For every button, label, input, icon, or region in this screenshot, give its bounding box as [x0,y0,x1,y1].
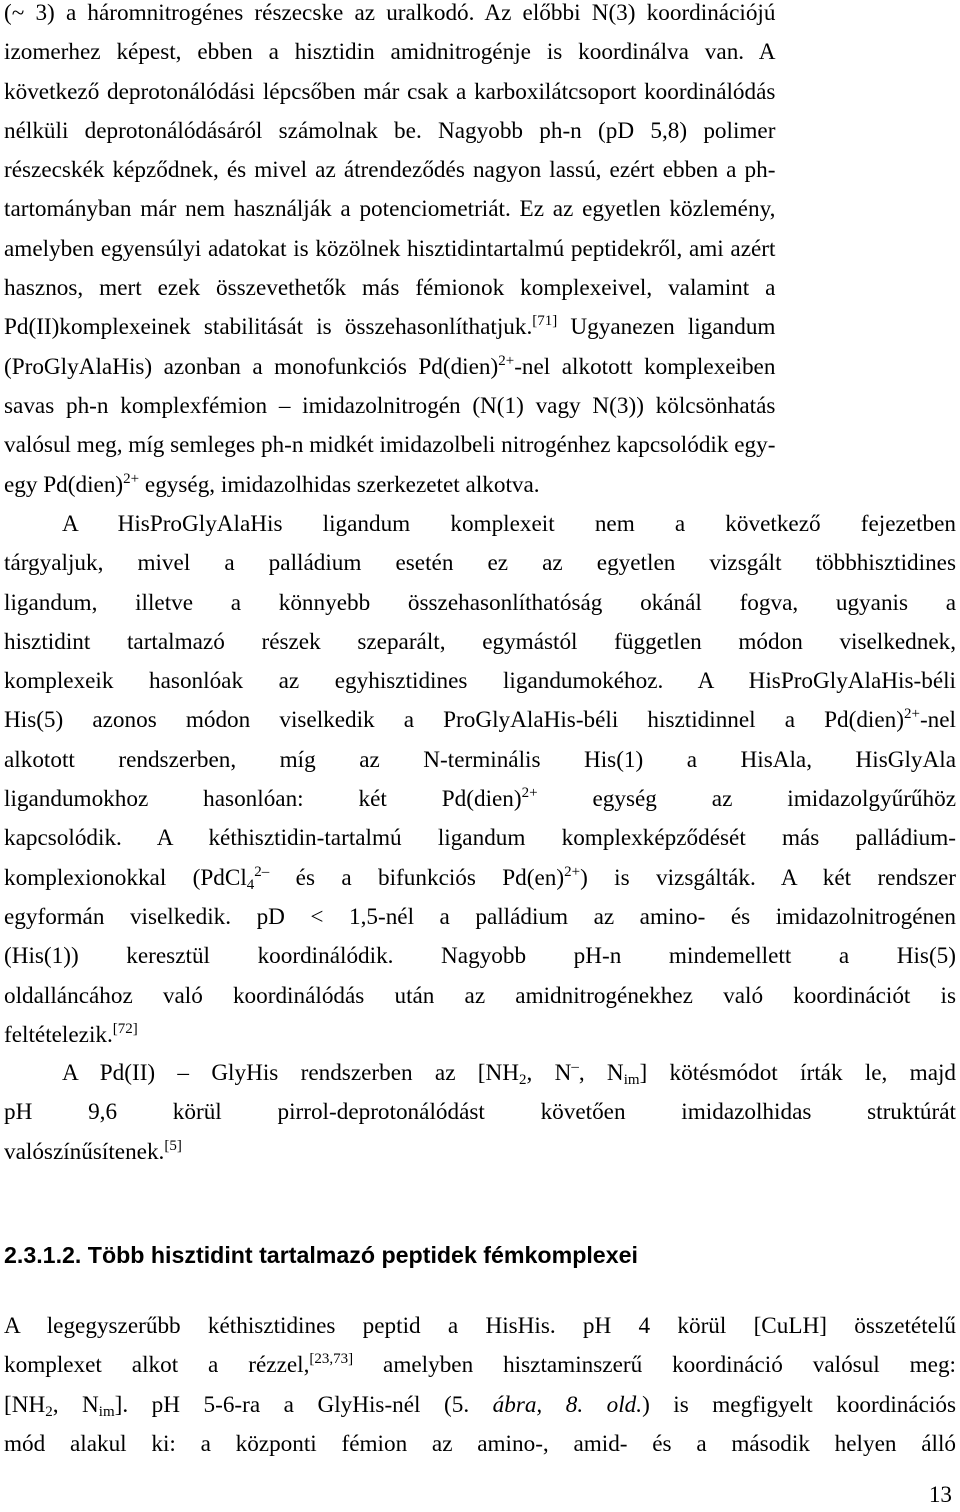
text-line: A Pd(II) – GlyHis rendszerben az [$NH_2$, N–, $N_{im}$] kötésmódot írták le, majd [62,1059,957,1088]
paragraph-3 [4,1060,956,1178]
text-line: [$NH_2$, $N_{im}$]. pH 5-6-ra a GlyHis-nél (5. ábra, 8. old.) is megfigyelt koordinációs [4,1391,956,1420]
text-line: amelyben egyensúlyi adatokat is közölnek hisztidintartalmú peptidekről, ami azért [4,235,776,262]
text-line: A HisProGlyAlaHis ligandum komplexeit nem a következő fejezetben [62,511,956,537]
paragraph-1 [4,0,775,511]
paragraph-2 [4,511,956,1061]
text-line: feltételezik.[72] [4,1020,138,1048]
text-line: ligandumokhoz hasonlóan: két Pd(dien)$^{2+}$ egység az imidazolgyűrűhöz [4,785,956,813]
text-line: valósul meg, míg semleges ph-n midkét imidazolbeli nitrogénhez kapcsolódik egy- [4,432,776,459]
text-line: oldalláncához való koordinálódás után az amidnitrogénekhez való koordinációt is [4,982,956,1009]
text-line: mód alakul ki: a központi fémion az amino-, amid- és a második helyen álló [4,1430,956,1457]
text-line: (ProGlyAlaHis) azonban a monofunkciós Pd(dien)$^{2+}$-nel alkotott komplexeiben [4,352,776,380]
text-line: savas ph-n komplexfémion – imidazolnitrogén (N(1) vagy N(3)) kölcsönhatás [4,392,776,419]
citation: [5] [164,1137,182,1154]
text-line: valószínűsítenek.[5] [4,1137,182,1165]
text-line: nélküli deprotonálódásáról számolnak be. Nagyobb ph-n (pD 5,8) polimer [4,117,776,144]
text-line: részecskék képződnek, és mivel az átrendeződés nagyon lassú, ezért ebben a ph- [4,157,776,184]
text-line: alkotott rendszerben, míg az N-terminális His(1) a HisAla, HisGlyAla [4,746,956,773]
text-line: (~ 3) a háromnitrogénes részecske az uralkodó. Az előbbi N(3) koordinációjú [4,0,776,26]
text-line: A legegyszerűbb kéthisztidines peptid a HisHis. pH 4 körül [CuLH] összetételű [4,1313,956,1339]
text-line: tárgyaljuk, mivel a palládium esetén ez az egyetlen vizsgált többhisztidines [4,550,956,577]
text-line: egy Pd(dien)$^{2+}$ egység, imidazolhidas szerkezetet alkotva. [4,470,540,498]
text-line: (His(1)) keresztül koordinálódik. Nagyobb pH-n mindemellett a His(5) [4,943,956,970]
citation: [72] [112,1020,138,1037]
text-line: egyformán viselkedik. pD < 1,5-nél a palládium az amino- és imidazolnitrogénen [4,903,956,930]
paragraph-4 [4,1313,956,1470]
text-line: izomerhez képest, ebben a hisztidin amidnitrogénje is koordinálva van. A [4,39,776,66]
text-line: komplexionokkal (PdCl$_4^{2-}$ és a bifunkciós Pd(en)$^{2+}$) is vizsgálták. A két rendszer [4,863,956,893]
text-line: Pd(II)komplexeinek stabilitását is összehasonlíthatjuk.[71] Ugyanezen ligandum [4,313,776,341]
section-heading: 2.3.1.2. Több hisztidint tartalmazó peptidek fémkomplexei [4,1242,638,1268]
citation: [71] [532,313,558,330]
text-line: His(5) azonos módon viselkedik a ProGlyAlaHis-béli hisztidinnel a Pd(dien)$^{2+}$-nel [4,706,956,734]
page-number: 13 [928,1482,952,1508]
text-line: pH 9,6 körül pirrol-deprotonálódást követően imidazolhidas struktúrát [4,1099,956,1126]
text-line: hisztidint tartalmazó részek szeparált, egymástól független módon viselkednek, [4,628,956,655]
text-line: következő deprotonálódási lépcsőben már csak a karboxilátcsoport koordinálódás [4,78,776,105]
text-line: komplexeik hasonlóak az egyhisztidines ligandumokéhoz. A HisProGlyAlaHis-béli [4,668,956,695]
text-line: tartományban már nem használják a potenciometriát. Ez az egyetlen közlemény, [4,196,776,223]
text-line: kapcsolódik. A kéthisztidin-tartalmú ligandum komplexképződését más palládium- [4,825,956,852]
text-line: hasznos, mert ezek összevethetők más fémionok komplexeivel, valamint a [4,275,776,302]
text-line: ligandum, illetve a könnyebb összehasonlíthatóság okánál fogva, ugyanis a [4,589,956,616]
citation: [23,73] [309,1351,354,1368]
text-line: komplexet alkot a rézzel,[23,73] amelyben hisztaminszerű koordináció valósul meg: [4,1351,956,1379]
